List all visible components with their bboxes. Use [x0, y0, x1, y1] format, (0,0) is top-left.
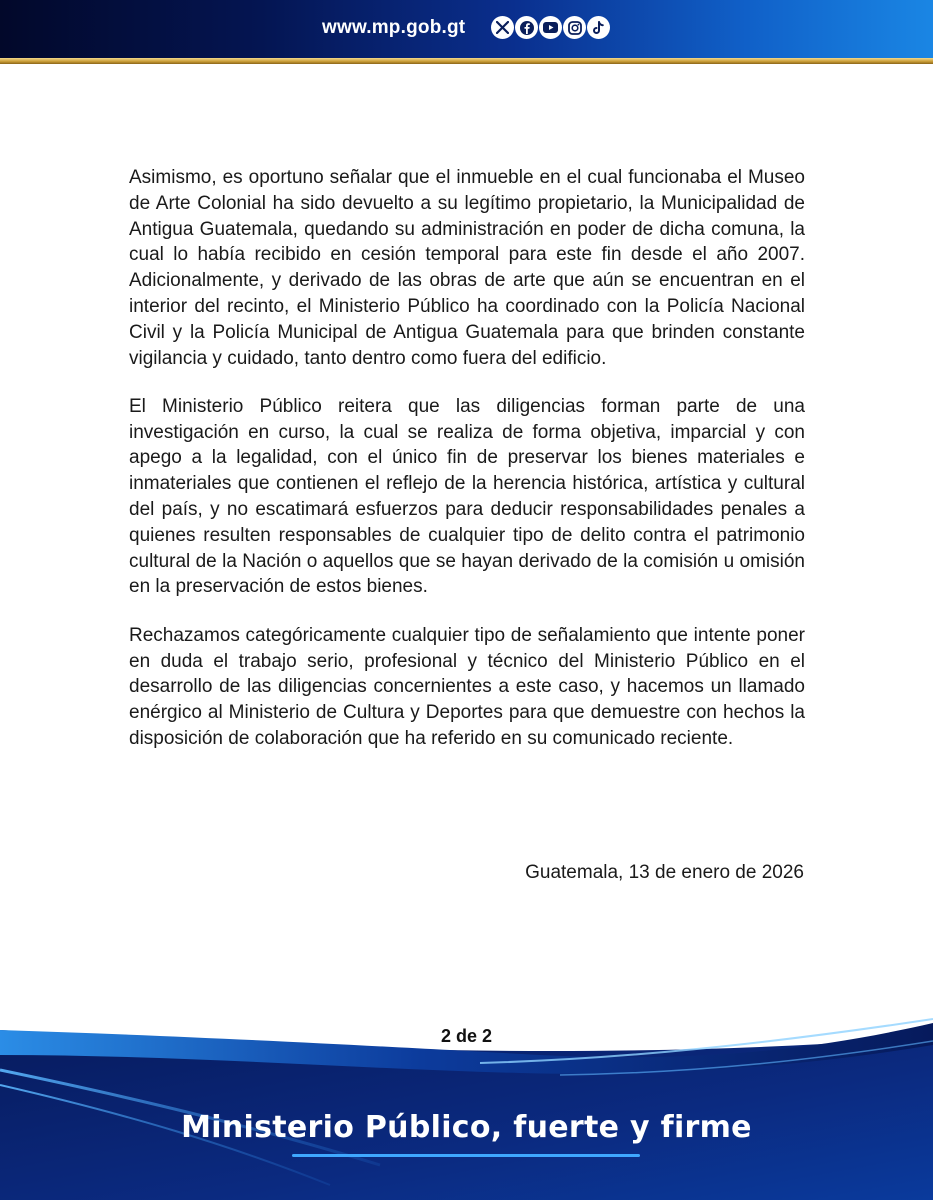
signature-date: Guatemala, 13 de enero de 2026: [525, 862, 804, 883]
page-number: 2 de 2: [440, 1026, 493, 1046]
paragraph: El Ministerio Público reitera que las diligencias forman parte de una investigación en curso, la cual se realiza de forma objetiva, imparcial y con apego a la legalidad, con el único fin de preservar los bienes materiales e inmateriales que contienen el reflejo de la herencia histórica, artística y cultural del país, y no escatimará esfuerzos para deducir responsabilidades penales a quienes resulten responsables de cualquier tipo de delito contra el patrimonio cultural de la Nación o aquellos que se hayan derivado de la comisión u omisión en la preservación de estos bienes.: [129, 395, 805, 598]
footer-banner: [0, 1015, 933, 1200]
tiktok-icon[interactable]: [587, 16, 610, 39]
header-gold-stripe: [0, 58, 933, 64]
header-bar: [0, 0, 933, 58]
slogan-underline: [292, 1154, 640, 1157]
footer-slogan: Ministerio Público, fuerte y firme: [181, 1110, 752, 1145]
paragraph: Asimismo, es oportuno señalar que el inmueble en el cual funcionaba el Museo de Arte Colonial ha sido devuelto a su legítimo propietario, la Municipalidad de Antigua Guatemala, quedando su administración en poder de dicha comuna, la cual lo había recibido en cesión temporal para este fin desde el año 2007. Adicionalmente, y derivado de las obras de arte que aún se encuentran en el interior del recinto, el Ministerio Público ha coordinado con la Policía Nacional Civil y la Policía Municipal de Antigua Guatemala para que brinden constante vigilancia y cuidado, tanto dentro como fuera del edificio.: [129, 167, 805, 369]
instagram-icon[interactable]: [563, 16, 586, 39]
document-body: [129, 165, 805, 774]
website-url[interactable]: www.mp.gob.gt: [322, 17, 466, 38]
facebook-icon[interactable]: [515, 16, 538, 39]
social-icons: [491, 16, 610, 39]
youtube-icon[interactable]: [539, 16, 562, 39]
x-icon[interactable]: [491, 16, 514, 39]
paragraph: Rechazamos categóricamente cualquier tipo de señalamiento que intente poner en duda el trabajo serio, profesional y técnico del Ministerio Público en el desarrollo de las diligencias concernientes a este caso, y hacemos un llamado enérgico al Ministerio de Cultura y Deportes para que demuestre con hechos la disposición de colaboración que ha referido en su comunicado reciente.: [129, 624, 805, 749]
